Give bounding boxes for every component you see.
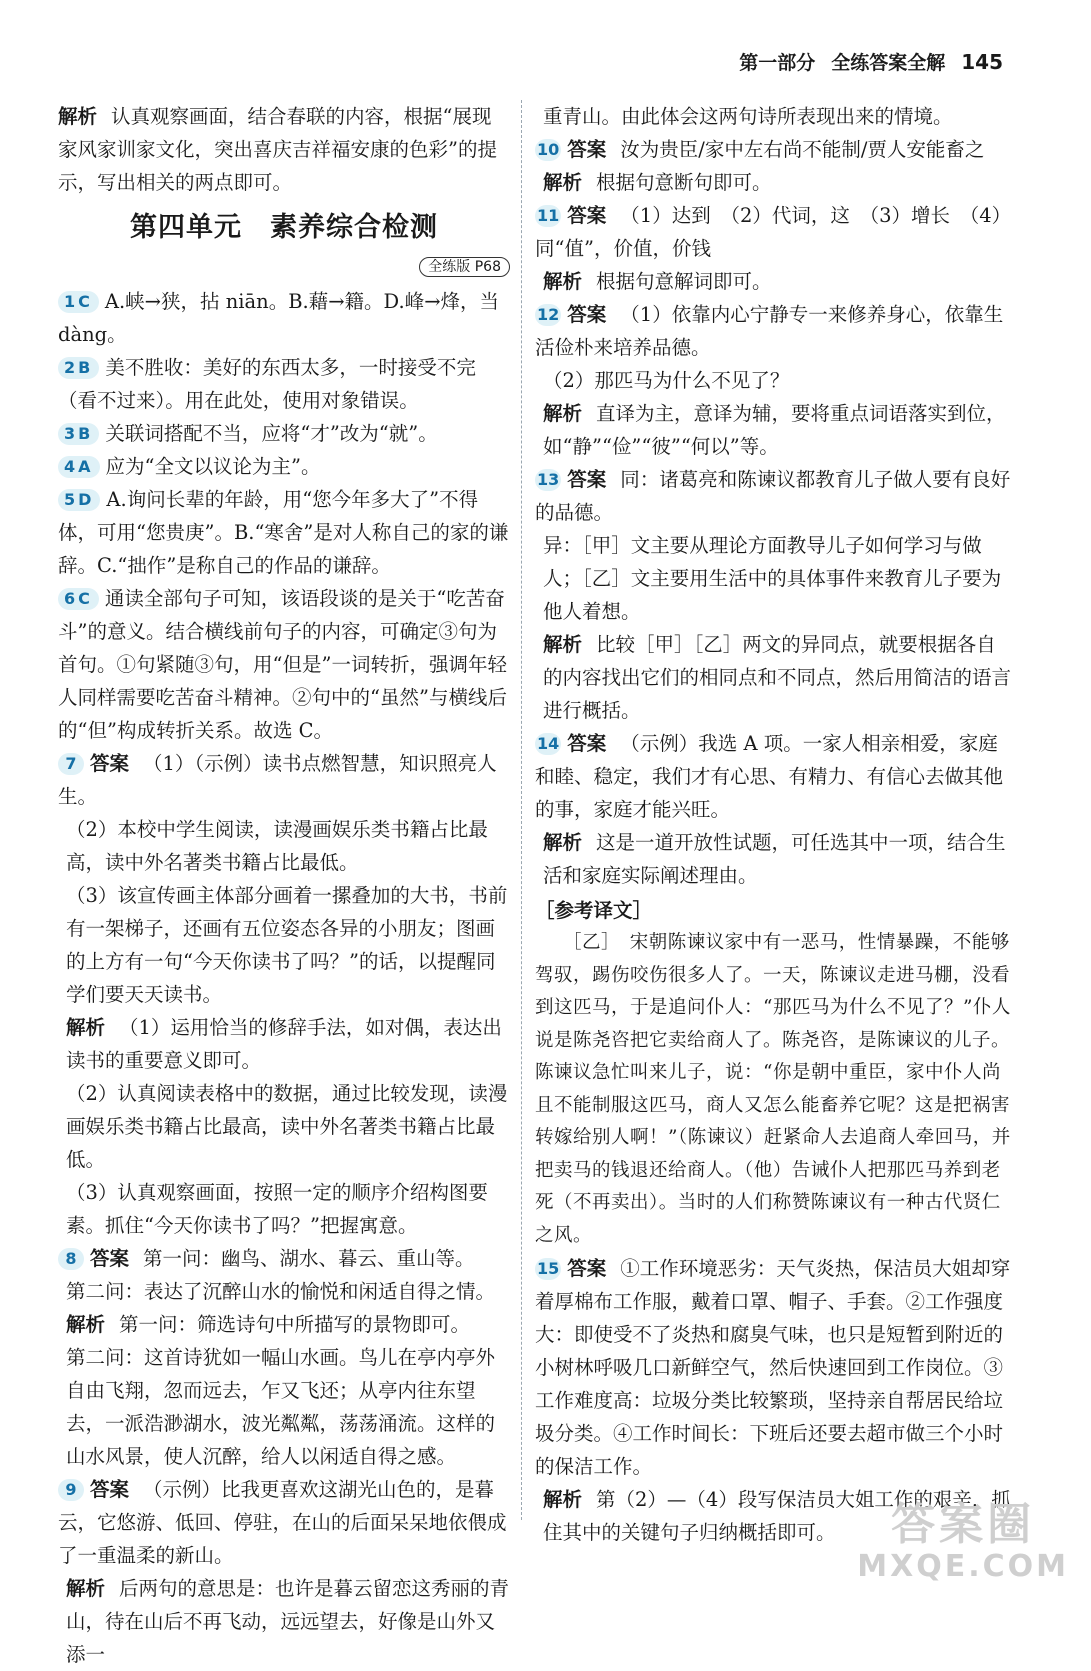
book-title: 全练答案全解	[831, 52, 946, 74]
question-6	[58, 582, 510, 747]
right-column	[535, 100, 1013, 1549]
question-14	[535, 727, 1013, 892]
question-13	[535, 463, 1013, 727]
question-text: 应为“全文以议论为主”。	[105, 455, 321, 478]
answer-text: （1）（示例）读书点燃智慧，知识照亮人生。	[58, 752, 497, 808]
prev-analysis	[58, 100, 510, 199]
question-number-badge: 15	[537, 1259, 560, 1278]
question-7	[58, 747, 510, 1242]
column-divider	[521, 100, 522, 1520]
answer-label: 答案	[90, 752, 130, 775]
answer-label: 答案	[567, 303, 607, 326]
analysis-text: 比较［甲］［乙］两文的异同点，就要根据各自的内容找出它们的相同点和不同点，然后用简洁的语言进行概括。	[543, 633, 1012, 722]
answer-text: 汝为贵臣/家中左右尚不能制/贾人安能畜之	[620, 138, 985, 161]
answer-text: （3）该宣传画主体部分画着一摞叠加的大书，书前有一架梯子，还画有五位姿态各异的小朋友；图画的上方有一句“今天你读书了吗？”的话，以提醒同学们要天天读书。	[66, 884, 508, 1006]
answer-label: 答案	[90, 1247, 130, 1270]
unit-title	[58, 211, 510, 244]
question-number-badge: 11	[537, 206, 560, 225]
unit-title-part-a: 第四单元	[130, 212, 242, 243]
analysis-text: 第二问：这首诗犹如一幅山水画。鸟儿在亭内亭外自由飞翔，忽而远去，乍又飞还；从亭内往东望去，一派浩渺湖水，波光粼粼，荡荡涌流。这样的山水风景，使人沉醉，给人以闲适自得之感。	[66, 1346, 496, 1468]
page-reference-tag: 全练版 P68	[419, 257, 510, 277]
answer-text: （1）达到 （2）代词，这 （3）增长 （4）同“值”，价值，价钱	[535, 204, 1012, 260]
question-9	[58, 1473, 510, 1671]
answer-label: 答案	[567, 138, 607, 161]
question-3	[58, 417, 510, 450]
question-8	[58, 1242, 510, 1473]
question-11	[535, 199, 1013, 298]
analysis-text: 这是一道开放性试题，可任选其中一项，结合生活和家庭实际阐述理由。	[543, 831, 1006, 887]
answer-label: 答案	[567, 732, 607, 755]
analysis-label: 解析	[66, 1577, 106, 1600]
question-badge: 4A	[58, 456, 100, 478]
reference-translation: ［乙］ 宋朝陈谏议家中有一恶马，性情暴躁，不能够驾驭，踢伤咬伤很多人了。一天，陈谏议走进马棚，没看到这匹马，于是追问仆人：“那匹马为什么不见了？”仆人说是陈尧咨把它卖给商人了。陈尧咨，是陈谏议的儿子。陈谏议急忙叫来儿子，说：“你是朝中重臣，家中仆人尚且不能制服这匹马，商人又怎么能畜养它呢？这是把祸害转嫁给别人啊！”（陈谏议）赶紧命人去追商人牵回马，并把卖马的钱退还给商人。（他）告诫仆人把那匹马养到老死（不再卖出）。当时的人们称赞陈谏议有一种古代贤仁之风。	[535, 932, 1011, 1246]
analysis-text: 认真观察画面，结合春联的内容，根据“展现家风家训家文化，突出喜庆吉祥福安康的色彩”的提示，写出相关的两点即可。	[58, 105, 497, 194]
answer-text: （示例）我选 A 项。一家人相亲相爱，家庭和睦、稳定，我们才有心思、有精力、有信心去做其他的事，家庭才能兴旺。	[535, 732, 1004, 821]
question-number-badge: 10	[537, 140, 560, 159]
section-label: 第一部分	[739, 52, 816, 74]
question-10	[535, 133, 1013, 199]
analysis-text: 直译为主，意译为辅，要将重点词语落实到位，如“静”“俭”“彼”“何以”等。	[543, 402, 1006, 458]
analysis-text: （1）运用恰当的修辞手法，如对偶，表达出读书的重要意义即可。	[66, 1016, 502, 1072]
question-number-badge: 7	[58, 753, 84, 775]
answer-text: 第二问：表达了沉醉山水的愉悦和闲适自得之情。	[66, 1280, 496, 1303]
analysis-label: 解析	[543, 402, 583, 425]
analysis-text: 第（2）—（4）段写保洁员大姐工作的艰辛，抓住其中的关键句子归纳概括即可。	[543, 1488, 1011, 1544]
answer-label: 答案	[90, 1478, 130, 1501]
question-2	[58, 351, 510, 417]
answer-label: 答案	[567, 1257, 607, 1280]
question-12	[535, 298, 1013, 463]
answer-label: 答案	[567, 468, 607, 491]
answer-text: 异：［甲］文主要从理论方面教导儿子如何学习与做人；［乙］文主要用生活中的具体事件来教育儿子要为他人着想。	[543, 534, 1002, 623]
question-badge: 2B	[58, 357, 99, 379]
question-badge: 3B	[58, 423, 99, 445]
question-1	[58, 285, 510, 351]
answer-text: ①工作环境恶劣：天气炎热，保洁员大姐却穿着厚棉布工作服，戴着口罩、帽子、手套。②工作强度大：即使受不了炎热和腐臭气味，也只是短暂到附近的小树林呼吸几口新鲜空气，然后快速回到工作岗位。③工作难度高：垃圾分类比较繁琐，坚持亲自帮居民给垃圾分类。④工作时间长：下班后还要去超市做三个小时的保洁工作。	[535, 1257, 1011, 1478]
analysis-label: 解析	[543, 270, 583, 293]
question-badge: 1C	[58, 291, 99, 313]
analysis-label: 解析	[543, 171, 583, 194]
question-badge: 5D	[58, 489, 100, 511]
question-text: 关联词搭配不当，应将“才”改为“就”。	[105, 422, 438, 445]
question-number-badge: 8	[58, 1248, 84, 1270]
question-text: A.询问长辈的年龄，用“您今年多大了”不得体，可用“您贵庚”。B.“寒舍”是对人称自己的家的谦辞。C.“拙作”是称自己的作品的谦辞。	[58, 488, 509, 577]
answer-text: （示例）比我更喜欢这湖光山色的，是暮云，它悠游、低回、停驻，在山的后面呆呆地依偎成了一重温柔的新山。	[58, 1478, 507, 1567]
answer-text: （1）依靠内心宁静专一来修养身心，依靠生活俭朴来培养品德。	[535, 303, 1004, 359]
reference-translation-title: ［参考译文］	[535, 899, 653, 922]
analysis-label: 解析	[543, 633, 583, 656]
q9-continuation: 重青山。由此体会这两句诗所表现出来的情境。	[543, 105, 953, 128]
answer-label: 答案	[567, 204, 607, 227]
question-text: 美不胜收：美好的东西太多，一时接受不完（看不过来）。用在此处，使用对象错误。	[58, 356, 476, 412]
analysis-text: 第一问：筛选诗句中所描写的景物即可。	[119, 1313, 471, 1336]
analysis-label: 解析	[543, 831, 583, 854]
watermark-text: 答案圈	[891, 1499, 1036, 1550]
question-text: A.峡→狭，拈 niān。B.藉→籍。D.峰→烽，当 dàng。	[58, 290, 500, 346]
question-number-badge: 9	[58, 1479, 84, 1501]
answer-text: （2）那匹马为什么不见了？	[543, 369, 790, 392]
question-text: 通读全部句子可知，该语段谈的是关于“吃苦奋斗”的意义。结合横线前句子的内容，可确定③句为首句。①句紧随③句，用“但是”一词转折，强调年轻人同样需要吃苦奋斗精神。②句中的“虽然”与横线后的“但”构成转折关系。故选 C。	[58, 587, 507, 742]
unit-title-part-b: 素养综合检测	[270, 212, 438, 243]
page-number: 145	[961, 50, 1003, 74]
answer-text: 第一问：幽鸟、湖水、暮云、重山等。	[143, 1247, 475, 1270]
question-5	[58, 483, 510, 582]
watermark-logo	[857, 1488, 1069, 1582]
analysis-label: 解析	[543, 1488, 583, 1511]
question-badge: 6C	[58, 588, 99, 610]
watermark-url: MXQE.COM	[857, 1549, 1069, 1584]
analysis-label: 解析	[58, 105, 98, 128]
question-number-badge: 12	[537, 305, 560, 324]
analysis-text: （3）认真观察画面，按照一定的顺序介绍构图要素。抓住“今天你读书了吗？”把握寓意。	[66, 1181, 488, 1237]
analysis-text: 根据句意解词即可。	[596, 270, 772, 293]
question-number-badge: 14	[537, 734, 560, 753]
analysis-text: （2）认真阅读表格中的数据，通过比较发现，读漫画娱乐类书籍占比最高，读中外名著类书籍占比最低。	[66, 1082, 508, 1171]
question-number-badge: 13	[537, 470, 560, 489]
analysis-text: 根据句意断句即可。	[596, 171, 772, 194]
answer-text: （2）本校中学生阅读，读漫画娱乐类书籍占比最高，读中外名著类书籍占比最低。	[66, 818, 488, 874]
left-column	[58, 100, 510, 1671]
answer-text: 同：诸葛亮和陈谏议都教育儿子做人要有良好的品德。	[535, 468, 1011, 524]
analysis-label: 解析	[66, 1313, 106, 1336]
analysis-text: 后两句的意思是：也许是暮云留恋这秀丽的青山，待在山后不再飞动，远远望去，好像是山外又添一	[66, 1577, 510, 1666]
analysis-label: 解析	[66, 1016, 106, 1039]
question-4	[58, 450, 510, 483]
page-header	[739, 48, 1003, 75]
